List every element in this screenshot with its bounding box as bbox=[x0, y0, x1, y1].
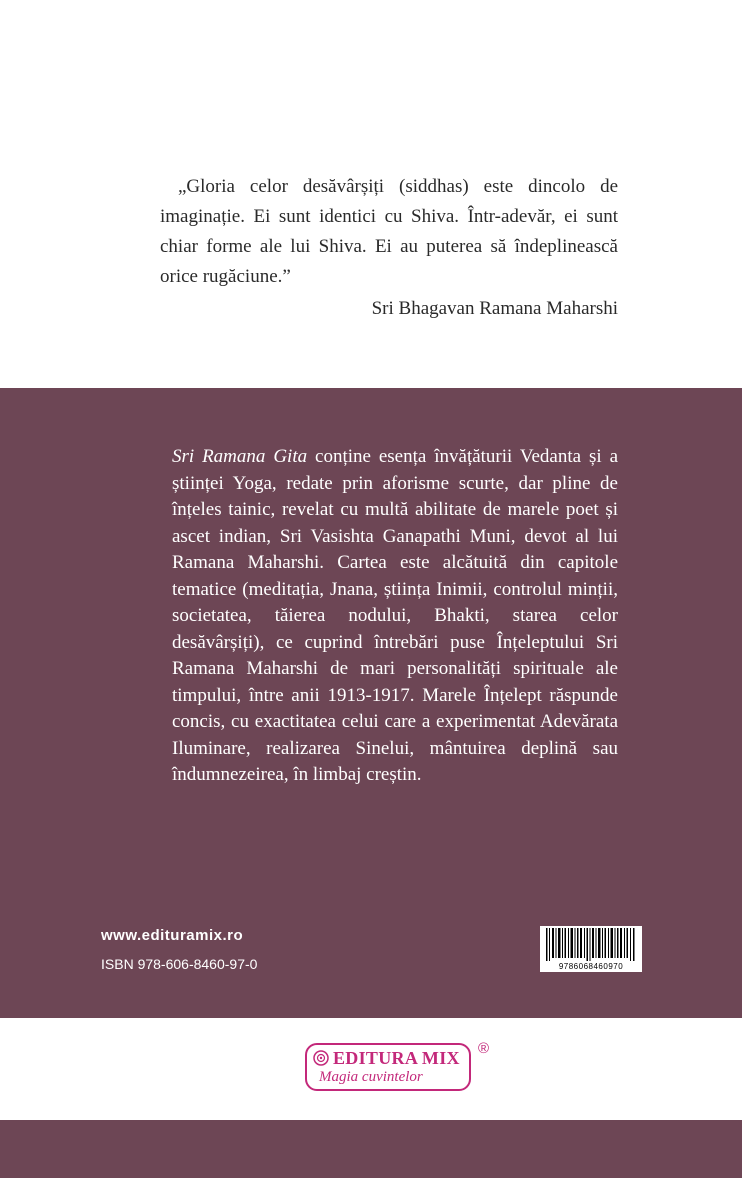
isbn-text: ISBN 978-606-8460-97-0 bbox=[101, 956, 258, 972]
quote-author: Sri Bhagavan Ramana Maharshi bbox=[371, 298, 618, 319]
description-text: conține esența învățăturii Vedanta și a științei Yoga, redate prin aforisme scurte, dar pline de înțeles tainic, revelat cu multă abilitate de marele poet și ascet indian, Sri Vasishta Ganapathi Muni, devot al lui Ramana Maharshi. Cartea este alcătuită din capitole tematice (meditația, Jnana, știința Inimii, controlul minții, societatea, tăierea nodului, Bhakti, starea celor desăvârșiți), ce cuprind întrebări puse Înțeleptului Sri Ramana Maharshi de mari personalități spirituale ale timpului, între anii 1913-1917. Marele Înțelept răspunde concis, cu exactitatea celui care a experimentat Adevărata Iluminare, realizarea Sinelui, mântuirea deplină sau îndumnezeirea, în limbaj creștin. bbox=[172, 446, 618, 785]
barcode bbox=[540, 926, 642, 972]
book-description bbox=[172, 444, 618, 789]
bottom-band bbox=[0, 1120, 742, 1178]
registered-mark: ® bbox=[478, 1040, 490, 1057]
book-title: Sri Ramana Gita bbox=[172, 446, 308, 467]
quote-text bbox=[160, 172, 618, 292]
barcode-bars bbox=[540, 926, 642, 962]
description-paragraph bbox=[172, 444, 618, 789]
publisher-tagline: Magia cuvintelor bbox=[319, 1069, 423, 1085]
flower-icon bbox=[313, 1050, 329, 1066]
publisher-logo bbox=[305, 1043, 471, 1091]
description-panel bbox=[0, 388, 742, 1018]
publisher-website[interactable]: www.edituramix.ro bbox=[101, 927, 244, 944]
quote-section bbox=[0, 0, 742, 388]
publisher-name: EDITURA MIX bbox=[333, 1048, 460, 1068]
publisher-section bbox=[0, 1018, 742, 1120]
barcode-number: 9786068460970 bbox=[558, 962, 624, 971]
quote-paragraph: „Gloria celor desăvârșiți (siddhas) este dincolo de imaginație. Ei sunt identici cu Shiva. Într-adevăr, ei sunt chiar forme ale lui Shiva. Ei au puterea să îndeplinească orice rugăciune.” bbox=[160, 176, 618, 287]
